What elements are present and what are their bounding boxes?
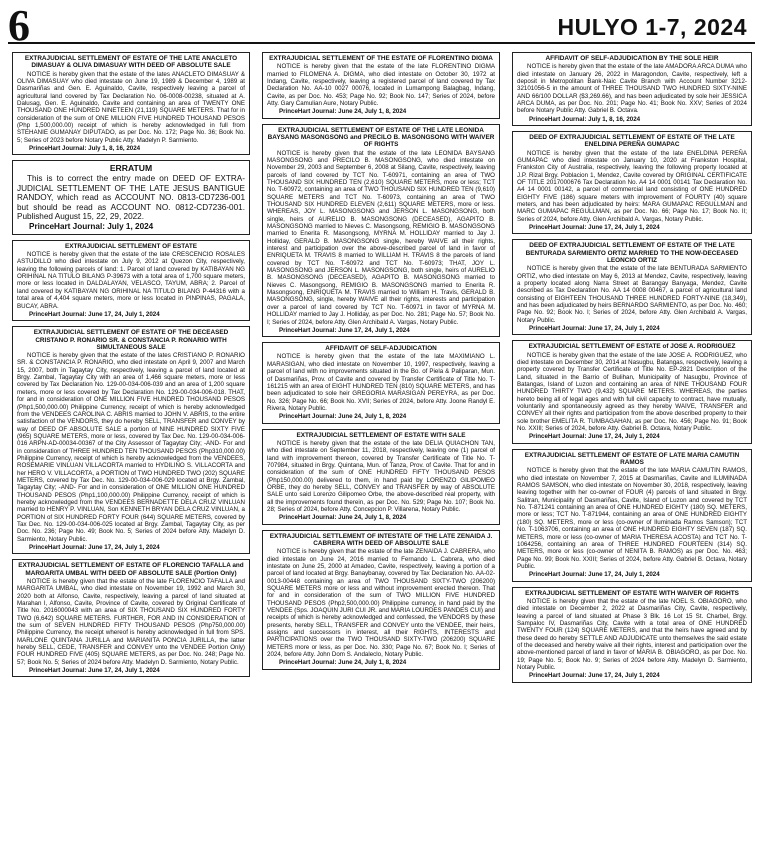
legal-notice	[512, 131, 752, 234]
notice-body: NOTICE is hereby given that the estate of the late LEONIDA BAYSANG MASONGSONG and PRECILO B. MASONGSONG, who died intestate on November 29, 2003 and September 6, 2008 at Silang, Cavite, respectively, leaving parcels of land covered by TCT No. T-60971, containing an area of TWO THOUSAND SIX HUNDRED TEN (2,610) SQUARE METERS, more or less; TCT No. T-60972, containing an area of TWO THOUSAND SIX HUNDRED TEN (9,610) SQUARE METERS and TCT No. T-60973, containing an area of TWO THOUSAND SIX HUNDRED ELEVEN (2,611) SQUARE METERS, more or less. WHEREAS, JOY L. MASONGSONG and JERSON L. MASONGSONG, both single, heirs of AURELIO B. MASONGSONG (DECEASED), AGAPITO B. MASONGSONG married to Nieves C. Masongsong, REMIGIO B. MASONGSONG married to Enerita R. Masongsong, MYRNA M. HOLLIDAY married to Jay J. Holliday, GERALD B. MASONGSONG single, hereby WAIVE all their rights, interest and participation over the above-described parcel of land in favor of ENRIQUETA M. TRAVIS 8 married to WILLIAM H. TRAVIS 8 the parcels of land covered by TCT No. T-60972 and TCT No. T-60973; THAT, JOY L. MASONGSONG and JERSON L. MASONGSONG, both single, heirs of AURELIO B. MASONGSONG (DECEASED), AGAPITO B. MASONGSONG married to Nieves C. Masongsong, REMIGIO B. MASONGSONG married to Enerita R. Masongsong, ENRIQUETA M. TRAVIS married to William H. Travis, GERALD B. MASONGSONG, single, hereby WAIVE all their rights, interests and participation over a parcel of land covered by TCT No. T-60971 in favor of MYRNA M. HOLLIDAY married to Jay J. Holliday, as per Doc. No. 281; Page No. 57; Book No. I; Series of 2024, before Atty. Glen Archibald A. Vargas, Notary Public.	[267, 149, 495, 326]
notice-title: AFFIDAVIT OF SELF-ADJUDICATION BY THE SOLE HEIR	[545, 55, 719, 62]
legal-notice	[262, 52, 500, 119]
notice-body: NOTICE is hereby given that the estate of the late FLORENTINO DIGMA married to FILOMENA A. DIGMA, who died intestate on October 30, 1972 at Indang, Cavite, respectively, leaving a registered parcel of land covered by Tax Declaration No. AA-10 0027 00076, located in Lumampong Balagbag, Indang, Cavite, as per Doc. No. 453; Page No. 92; Book No. 147; Series of 2024, before Atty. Gary Camulian Aure, Notary Public.	[267, 63, 495, 108]
notice-body: NOTICE is hereby given that the estate of the late MARIA CAMUTIN RAMOS, who died intestate on November 7, 2015 at Dasmariñas, Cavite and ILUMINADA RAMOS SAMSON, who died intestate on November 30, 2018, respectively, leaving leaving together with her co-owner of FOUR (4) parcels of land situated in Brgy. Salitran, Municipality of Dasmariñas, Cavite, Island of Luzon and covered by TCT No. T-871241 containing an area of ONE HUNDRED EIGHTY (180) SQ. METERS, more or less; TCT No. T-871944, containing an area of ONE HUNDRED EIGHTY (180) SQ. METERS, more or less (co-owner of Iluminada Ramos Samson); TCT No. T-1063706, containing an area of ONE HUNDRED EIGHTY SEVEN (187) SQ. METERS, more or less (co-owner of MARIA THERESA ACOSTA) and TCT No. T-1064256, containing an area of THREE HUNDRED FOURTEEN (314) SQ. METERS, more or less (co-owner of NENITA B. RAMOS) as per Doc. No. 463; Page No. 99; Book No. XXIII; Series of 2024, before Atty. Gabriel B. Octava, Notary Public.	[517, 467, 747, 570]
column-3	[512, 52, 752, 844]
notice-publication: PrinceHart Journal: June 17, 24, July 1, 2024	[529, 325, 660, 333]
notice-publication: PrinceHart Journal: June 24, July 1, 8, 2024	[279, 413, 407, 421]
notice-body: NOTICE is hereby given that the estate of the late ENELDINA PEREÑA GUMAPAC who died intestate on January 10, 2020 at Frankston Hospital, Frankston City of Australia, respectively, leaving the following property located at J.P. Rizal Brgy. Poblacion 1, Mendez, Cavite covered by ORIGINAL CERTIFICATE OF TITLE 2017000676 Tax Declaration No. A4 14 0001 00141 Tax Declaration No. A4 14 0001 00142, a parcel of commercial land consisting of ONE HUNDRED EIGHTY FIVE (186) square meters with improvement of FOURTY (40) square meters, and has been adjudicated by heirs: MARA GUMAPAC REGULLMAN and MARC GUMAPAC REGULLMAN, as per Doc. No. 66; Page No. 17; Book No. II; Series of 2024, before Atty. Glen Archibald A. Vargas, Notary Public.	[517, 149, 747, 223]
column-2	[262, 52, 500, 844]
legal-notice	[512, 239, 752, 335]
legal-notice	[262, 342, 500, 423]
notice-body: NOTICE is hereby given that the estate of the lates ANACLETO DIMASUAY & OLIVA DIMASUAY who died intestate on June 19, 1989 & December 4, 1989 at Dasmariñas and Gen. E. Aguinaldo, Cavite, respectively leaving a parcel of agricultural land covered by Tax Declaration No. 06-0008-00238, situated at A. Dalusag, Gen. E. Aguinaldo, Cavite and containing an area of TWENTY ONE THOUSAND ONE HUNDRED NINETEEN (21,119) SQUARE METERS. That for in consideration of the sum of ONE MILLION FIVE HUNDRED THOUSAND PESOS (Php 1,500,000.00) receipt of which is hereby acknowledged in full from STEHANIE GUMANAY DIPUTADO, as per Doc. No. 172; Page No. 36; Book No. 5; Series of 2023 before Notary Public Atty. Madelyn P. Sarmiento.	[17, 70, 245, 144]
notice-body: NOTICE is hereby given that the estate of the late FLORENCIO TAFALLA and MARGARITA UMBAL, who died intestate on November 19, 1992 and March 30, 2020 both at Alfonso, Cavite, respectively, leaving a parcel of land situated at Marahan I, Alfonso, Cavite, Province of Cavite, covered by Original Certificate of Title No. 2016000043 with an area of SIX THOUSAND SIX HUNDRED FORTY TWO (6,642) SQUARE METERS. FURTHER, FOR AND IN CONSIDERATION of the sum of SEVEN HUNDRED FIFTY THOUSAND PESOS (Php750,000.00) Philippine Currency, the receipt whereof is hereby acknowledged in full from SPS. MARLONE QUINTANA JURILLA and MARIANITA PONCIA JURILLA, the latter hereby SELL, CEDE, TRANSFER and CONVEY unto the VENDEE Portion Only) FOUR HUNDRED FIVE (405) SQUARE METERS, as per Doc. No. 248; Page No. 57; Book No. 5; Series of 2024 before Atty. Madelyn D. Sarmiento, Notary Public.	[17, 577, 245, 666]
notice-title: EXTRAJUDICIAL SETTLEMENT OF ESTATE OF THE DECEASED CRISTANO P. RONARIO SR. & CONSTANCIA P. RONARIO WITH SIMULTANEOUS SALE	[33, 329, 229, 351]
notice-publication: PrinceHart Journal: June 17, 24, July 1, 2024	[529, 672, 660, 680]
erratum-notice	[12, 160, 250, 234]
legal-notice	[12, 326, 250, 554]
legal-notice	[262, 530, 500, 670]
notice-publication: PrinceHart Journal: June 17, 24, July 1, 2024	[279, 326, 410, 334]
notice-title: EXTRAJUDICIAL SETTLEMENT OF ESTATE OF THE LATE LEONIDA BAYSANG MASONGSONG and PRECILO B. MASONGSONG WITH WAIVER OF RIGHTS	[267, 126, 495, 149]
legal-notice	[512, 52, 752, 126]
notice-title: DEED OF EXTRAJUDICIAL SETTLEMENT OF ESTATE OF THE LATE BENTURADA SARMIENTO ORTIZ MARRIED TO THE NOW-DECEASED LEONCIO ORTIZ	[525, 242, 739, 265]
notice-publication: PrinceHart Journal: June 17, 24, July 1, 2024	[29, 667, 160, 675]
notice-title: EXTRAJUDICIAL SETTLEMENT OF ESTATE of JOSE A. RODRIGUEZ	[528, 343, 736, 351]
header-rule	[8, 42, 755, 44]
legal-notice	[512, 340, 752, 443]
legal-notice	[12, 559, 250, 677]
notice-publication: PrinceHart Journal: June 17, 24, July 1, 2024	[529, 571, 660, 579]
legal-notice	[262, 429, 500, 525]
notice-publication: PrinceHart Journal: July 1, 2024	[29, 222, 154, 232]
notice-title: EXTRAJUDICIAL SETTLEMENT OF INTESTATE OF THE LATE ZENAIDA J. CABRERA WITH DEED OF ABSOLUTE SALE	[269, 532, 493, 547]
notice-publication: PrinceHart Journal: June 17, 24, July 1, 2024	[29, 544, 160, 552]
notice-title: DEED OF EXTRAJUDICIAL SETTLEMENT OF ESTATE OF THE LATE ENELDINA PEREÑA GUMAPAC	[529, 134, 735, 149]
notice-publication: PrinceHart Journal: June 17, 24, July 1, 2024	[529, 433, 660, 441]
column-1	[12, 52, 250, 844]
notice-publication: PrinceHart Journal: June 24, July 1, 8, 2024	[279, 514, 407, 522]
notice-title: EXTRAJUDICIAL SETTLEMENT OF ESTATE WITH SALE	[296, 431, 466, 439]
notice-body: NOTICE is hereby given that the estate of the late AMADORA ARCA DUMA who died intestate on January 26, 2022 in Maragondon, Cavite, respectively, left a deposit in Metropolitan Bank-Naic Cavite Branch with Account Number 3212-32101056-5 in the amount of THREE THOUSAND TWO HUNDRED SIXTY-NINE AND 66/100 DOLLAR ($3,269.66), and has been adjudicated by sole heir JESSICA ARCA DUMA, as per Doc. No. 201; Page No. 41; Book No. XXV; Series of 2024 before Notary Public Atty. Gabriel B. Octava.	[517, 63, 747, 115]
notice-body: NOTICE is hereby given that the estate of the late CRESCENCIO ROSALES ASTUDILLO who died intestate on July 9, 2012 at Quezon City, respectively, leaving the following parcels of land: 1. Parcel of land covered by KATIBAYAN NG ORIHINAL NA TITULO BILANG P-39673 with a total area of 1,700 square meters, more or less located in DALDALAYAN, VELASCO, TAYUM, ABRA; 2. Parcel of land covered by KATIBAYAN NG ORIHINAL NA TITULO BILANG P-44316 with a total area of 4,404 square meters, more or less located in PINPINAS, PAGALA, BUCAY, ABRA.	[17, 251, 245, 310]
legal-notice	[12, 240, 250, 321]
notice-title: EXTRAJUDICIAL SETTLEMENT OF ESTATE OF THE LATE ANACLETO DIMASUAY & OLIVA DIMASUAY WITH DEED OF ABSOLUTE SALE	[24, 55, 238, 70]
notice-publication: PrinceHart Journal: June 17, 24, July 1, 2024	[529, 224, 660, 232]
notice-title: EXTRAJUDICIAL SETTLEMENT OF ESTATE WITH WAIVER OF RIGHTS	[525, 589, 739, 597]
notice-body: NOTICE is hereby given that the estate of the late BENTURADA SARMIENTO ORTIZ, who died intestate on May 6, 2013 at Mendez, Cavite, respectively, leaving a property located along Narra Street at Barangay Banyaga, Mendez, Cavite described as Tax Declaration No. AA 14 0008 00467, a parcel of agricultural land consisting of EIGHTEEN THOUSAND THREE HUNDRED FORTY-NINE (18,349), and has been adjudicated by heirs BERNARDO SARMIENTO, as per Doc. No. 460; Page No. 92; Book No. I; Series of 2024, before Atty. Glen Archibald A. Vargas, Notary Public.	[517, 265, 747, 324]
notice-title: EXTRAJUDICIAL SETTLEMENT OF THE ESTATE OF FLORENTINO DIGMA	[269, 55, 493, 62]
notice-title: AFFIDAVIT OF SELF-ADJUDICATION	[325, 345, 437, 353]
notice-body: NOTICE is hereby given that the estate of the lates CRISTIANO P. RONARIO SR. & CONSTANCIA P. RONARIO, who died intestate on April 9, 2007 and March 15, 2007, both in Tagaytay City, respectively, leaving a parcel of land located at Brgy. Zambal, Tagaytay City with an area of 1,466 square meters, more or less covered by Tax Declaration No. 129-00-034-006-039 and an area of 1,200 square meters, more or less covered by Tax Declaration No. 129-00-034-006-018. THAT, for and in consideration of ONE MILLION FIVE HUNDRED THOUSAND PESOS (Php1,500,000.00) Philippine Currency, receipt of which is hereby acknowledged from the VENDEES CAROLINA C. ABRIS married to JOHN V. ABRIS, to the entire satisfaction of the VENDORS, they do hereby SELL, TRANSFER and CONVEY by way of DEED OF ABSOLUTE SALE a portion of NINE HUNDRED SIXTY FIVE (965) SQUARE METERS, more or less, covered by Tax Dec. No. 129-00-034-006-016 ARPN-AD-00034-00367 of the City Assessor of Tagaytay City; -AND- For and in consideration of THREE HUNDRED TEN THOUSAND PESOS (Php310,000.00) Philippine Currency, receipt of which is hereby acknowledged from the VENDEES, ROSEMARIE VINLUAN VILLACORTA married to HYDILINO S. VILLACORTA and her HERO V. VILLACORTA, a PORTION of TWO HUNDRED TWO (202) SQUARE METERS, covered by Tax Dec. No. 129-00-034-006-029 located at Brgy. Zambal, Tagaytay City; -AND- For and in consideration of ONE MILLION ONE HUNDRED THOUSAND PESOS (Php1,100,000.00) Philippine Currency, receipt of which is hereby acknowledged from the VENDEES BERNADETTE DELA CRUZ VINLUAN married to HENRY P. VINLUAN, Son KENNETH BRYAN DELA CRUZ VINLUAN, a PORTION of SIX HUNDRED FORTY FOUR (644) SQUARE METERS, covered by Tax Dec. No. 129-00-034-006-025 located at Brgy. Zambal, Tagaytay City, as per Doc. No. 236; Page No. 49; Book No. 5; Series of 2024 before Atty. Madelyn D. Sarmiento, Notary Public.	[17, 352, 245, 543]
legal-notice	[512, 449, 752, 582]
notice-body: NOTICE is hereby given that the estate of the late JOSE A. RODRIGUEZ, who died intestate on December 30, 2014 at Nasugbu, Batangas, respectively, leaving a property covered by Transfer Certificate of Title No. EP-2821 Description of the Land, situated in the Barrio of Bulihan, Municipality of Nasugbu, Province of Batangas, Island of Luzon and containing an area of NINE THOUSAND FOUR HUNDRED THIRTY TWO (9,432) SQUARE METERS. WHEREAS, the parties hereto being all of legal ages and with full civil capacity to contract, have mutually, voluntarily and spontaneously agreed as they hereby WAIVE, TRANSFER and CONVEY all their rights and participation from the above described property to their sole brother EMELITA R. TUMBAGAHAN, as per Doc. No. 456; Page No. 91; Book No. XXIII; Series of 2024, before Atty. Gabriel B. Octava, Notary Public.	[517, 351, 747, 433]
notice-publication: PrinceHart Journal: June 24, July 1, 8, 2024	[279, 659, 407, 667]
notice-title: EXTRAJUDICIAL SETTLEMENT OF ESTATE OF LATE MARIA CAMUTIN RAMOS	[524, 451, 740, 467]
legal-notice	[262, 124, 500, 337]
issue-date: HULYO 1-7, 2024	[557, 14, 747, 40]
notice-body: NOTICE is hereby given that the estate of the late ZENAIDA J. CABRERA, who died intestate on June 24, 2016 married to Fernando L. Cabrera, who died intestate on June 25, 2000 at Amadeo, Cavite, respectively, leaving a portion of a parcel of land located at Brgy. Banaybanay, covered by Tax Declaration No. AA-02-0013-00448 containing an area of TWO THOUSAND SIXTY-TWO (206200) SQUARE METERS more or less and without improvement erected thereon. That for and in consideration of the sum of TWO MILLION FIVE HUNDRED THOUSAND PESOS (Php2,500,000.00) Philippine currency, in hand paid by the VENDEE (Sps. JOAQUIN JURI CUI JR. and MARIA LOURDES PANDES CUI) and receipts of which is hereby acknowledged and confessed, the VENDORS by these presents, hereby SELL, TRANSFER and CONVEY unto the VENDEE, their heirs, assigns and successors in interest, all their RIGHTS, INTERESTS and PARTICIPATIONS over the TWO THOUSAND SIXTY-TWO (206200) SQUARE METERS more or less, as per Doc. No. 330; Page No. 67; Book No. I; Series of 2024, before Atty. John Dom S. Andaleclo, Notary Public.	[267, 548, 495, 659]
notice-publication: PrinceHart Journal: June 17, 24, July 1, 2024	[29, 310, 160, 318]
notice-body: NOTICE is hereby given that the estate of the late DELIA QUIACHON TAN, who died intestate on September 11, 2018, respectively, leaving one (1) parcel of land with improvement thereon, covered by Transfer Certificate of Title No. T-707984, situated in Brgy. Quintana, Mun. of Tanza, Prov. of Cavite. That for and in consideration of the sum of ONE HUNDRED FIFTY THOUSAND PESOS (Php150,000.00) delivered to them, in hand paid by LORENZO GILIPOMEO ORBE, they do hereby SELL, CONVEY and TRANSFER by way of ABSOLUTE SALE unto said Lorenzo Gilipomeo Orbe, the above-described real property, with all the improvements found therein, as per Doc. No. 529; Page No. 107; Book No. 28; Series of 2024, before Atty. Concepcion P. Villarena, Notary Public.	[267, 439, 495, 513]
notice-body: This is to correct the entry made on DEED OF EXTRA-JUDICIAL SETTLEMENT OF THE LATE JESUS BANTIGUE RANDOY, which read as ACCOUNT NO. 0813-CD7236-001 but should be read as ACCOUNT NO. 0812-CD7236-001. Published August 15, 22, 29, 2022.	[17, 174, 245, 221]
notice-title: ERRATUM	[109, 163, 153, 174]
notice-body: NOTICE is hereby given that the estate of the late MAXIMIANO L. MARASIGAN, who died intestate on November 10, 1997, respectively, leaving a parcel of land with no improvements situated in the Bo. of Piela & Paliparan, Mun. of Dasmariñas, Prov. of Cavite and covered by Transfer Certificate of Title No. T-161215 with an area of EIGHT HUNDRED TEN (810) SQUARE METERS, and has been adjudicated to sole heir GREGORIA MARASIGAN PEREYRA, as per Doc. No. 326; Page No. 66; Book No. XVII; Series of 2024, before Atty. Joone Randyl E. Rivera, Notary Public.	[267, 353, 495, 412]
notice-title: EXTRAJUDICIAL SETTLEMENT OF ESTATE	[64, 242, 198, 250]
legal-notice	[12, 52, 250, 155]
notice-publication: PrinceHart Journal: July 1, 8, 16, 2024	[29, 145, 141, 153]
notice-body: NOTICE is hereby given that the estate of the late NOEL S. OBIAGORO, who died intestate on December 2, 2022 at Dasmariñas City, Cavite, respectively, leaving a parcel of land situated at Phase 3 Blk. 16 Lot 15 St. Charbel, Brgy. Sampaloc IV, Dasmariñas City, Cavite with a total area of ONE HUNDRED TWENTY FOUR (124) SQUARE METERS, and that the heirs have agreed and by these deed do hereby SETTLE AND ADJUDICATE unto themselves the said estate of the deceased and hereby waive all their rights, interest and participation over the above-mentioned parcel of land in favor of MARIA B. OBIAGORO, as per Doc. No. 19; Page No. 5; Book No. 9; Series of 2024 before Atty. Madelyn D. Sarmiento, Notary Public.	[517, 597, 747, 671]
legal-notice	[512, 587, 752, 683]
notice-publication: PrinceHart Journal: June 24, July 1, 8, 2024	[279, 108, 407, 116]
notice-publication: PrinceHart Journal: July 1, 8, 16, 2024	[529, 115, 641, 123]
notice-title: EXTRAJUDICIAL SETTLEMENT OF ESTATE OF FLORENCIO TAFALLA and MARGARITA UMBAL WITH DEED OF ABSOLUTE SALE (Portion Only)	[18, 562, 244, 577]
page-number: 6	[8, 1, 30, 50]
